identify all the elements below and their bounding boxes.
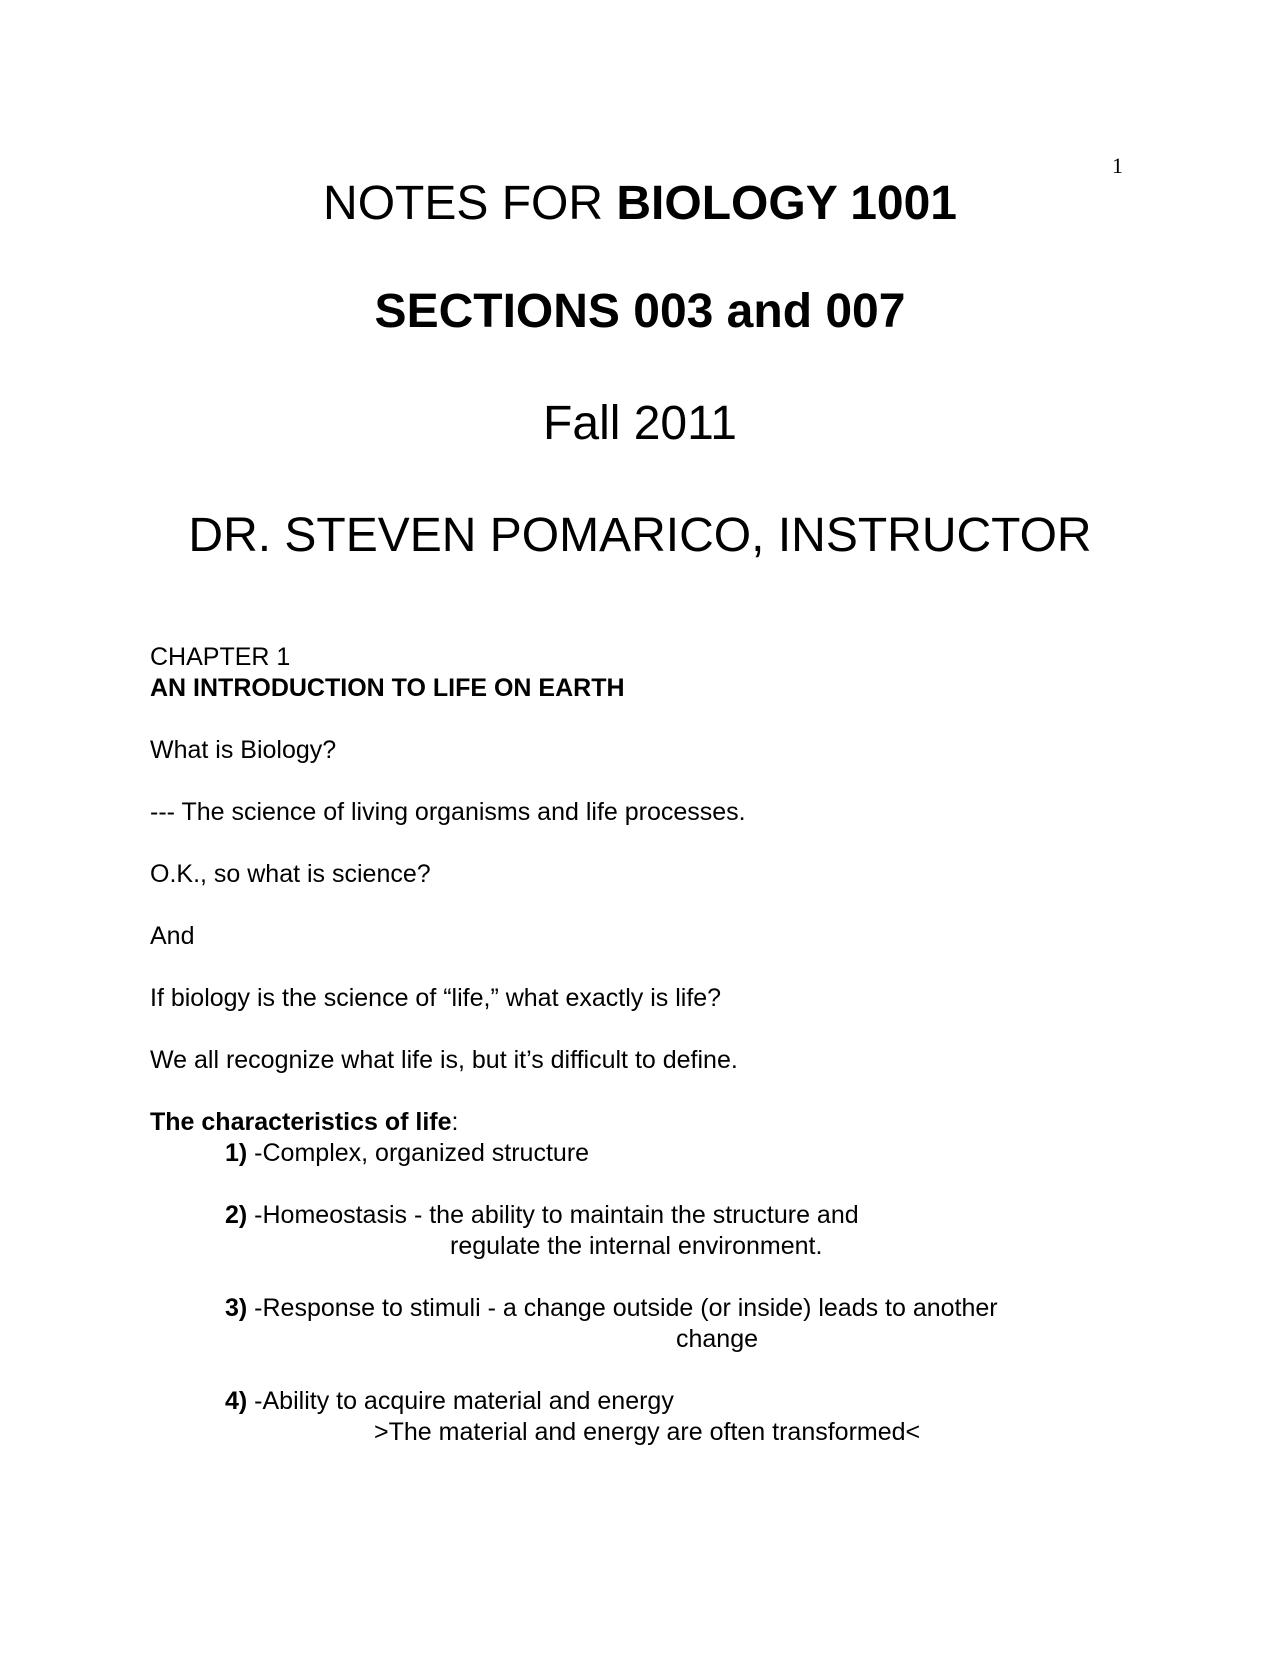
paragraph: --- The science of living organisms and life processes. [150,798,746,826]
item-continuation: change [676,1325,759,1353]
paragraph: O.K., so what is science? [150,860,431,888]
paragraph: If biology is the science of “life,” what exactly is life? [150,984,722,1012]
item-text: -Ability to acquire material and energy [247,1387,674,1415]
characteristics-heading [150,1110,458,1135]
characteristic-item [225,1141,589,1166]
item-number: 4) [225,1387,248,1415]
paragraph: We all recognize what life is, but it’s difficult to define. [150,1046,738,1074]
item-number: 1) [225,1139,248,1167]
paragraph: And [150,922,195,950]
instructor-title: DR. STEVEN POMARICO, INSTRUCTOR [188,509,1092,562]
item-text: -Response to stimuli - a change outside (or inside) leads to another [247,1294,998,1322]
item-continuation: >The material and energy are often transformed< [374,1418,921,1446]
characteristics-heading-colon: : [451,1108,459,1136]
characteristic-item [225,1296,998,1321]
course-title [0,177,1280,230]
item-text: -Homeostasis - the ability to maintain the structure and [247,1201,859,1229]
characteristics-heading-bold: The characteristics of life [150,1108,452,1136]
course-title-bold: BIOLOGY 1001 [616,177,957,230]
item-number: 3) [225,1294,248,1322]
characteristic-item [225,1389,674,1414]
page-number: 1 [1112,153,1123,178]
item-number: 2) [225,1201,248,1229]
course-title-regular: NOTES FOR [323,177,617,230]
item-continuation: regulate the internal environment. [450,1232,823,1260]
term-title: Fall 2011 [543,397,737,450]
paragraph: What is Biology? [150,736,337,764]
chapter-heading: AN INTRODUCTION TO LIFE ON EARTH [150,674,625,702]
sections-title: SECTIONS 003 and 007 [374,285,906,338]
chapter-label: CHAPTER 1 [150,643,291,671]
characteristic-item [225,1203,859,1228]
item-text: -Complex, organized structure [247,1139,590,1167]
